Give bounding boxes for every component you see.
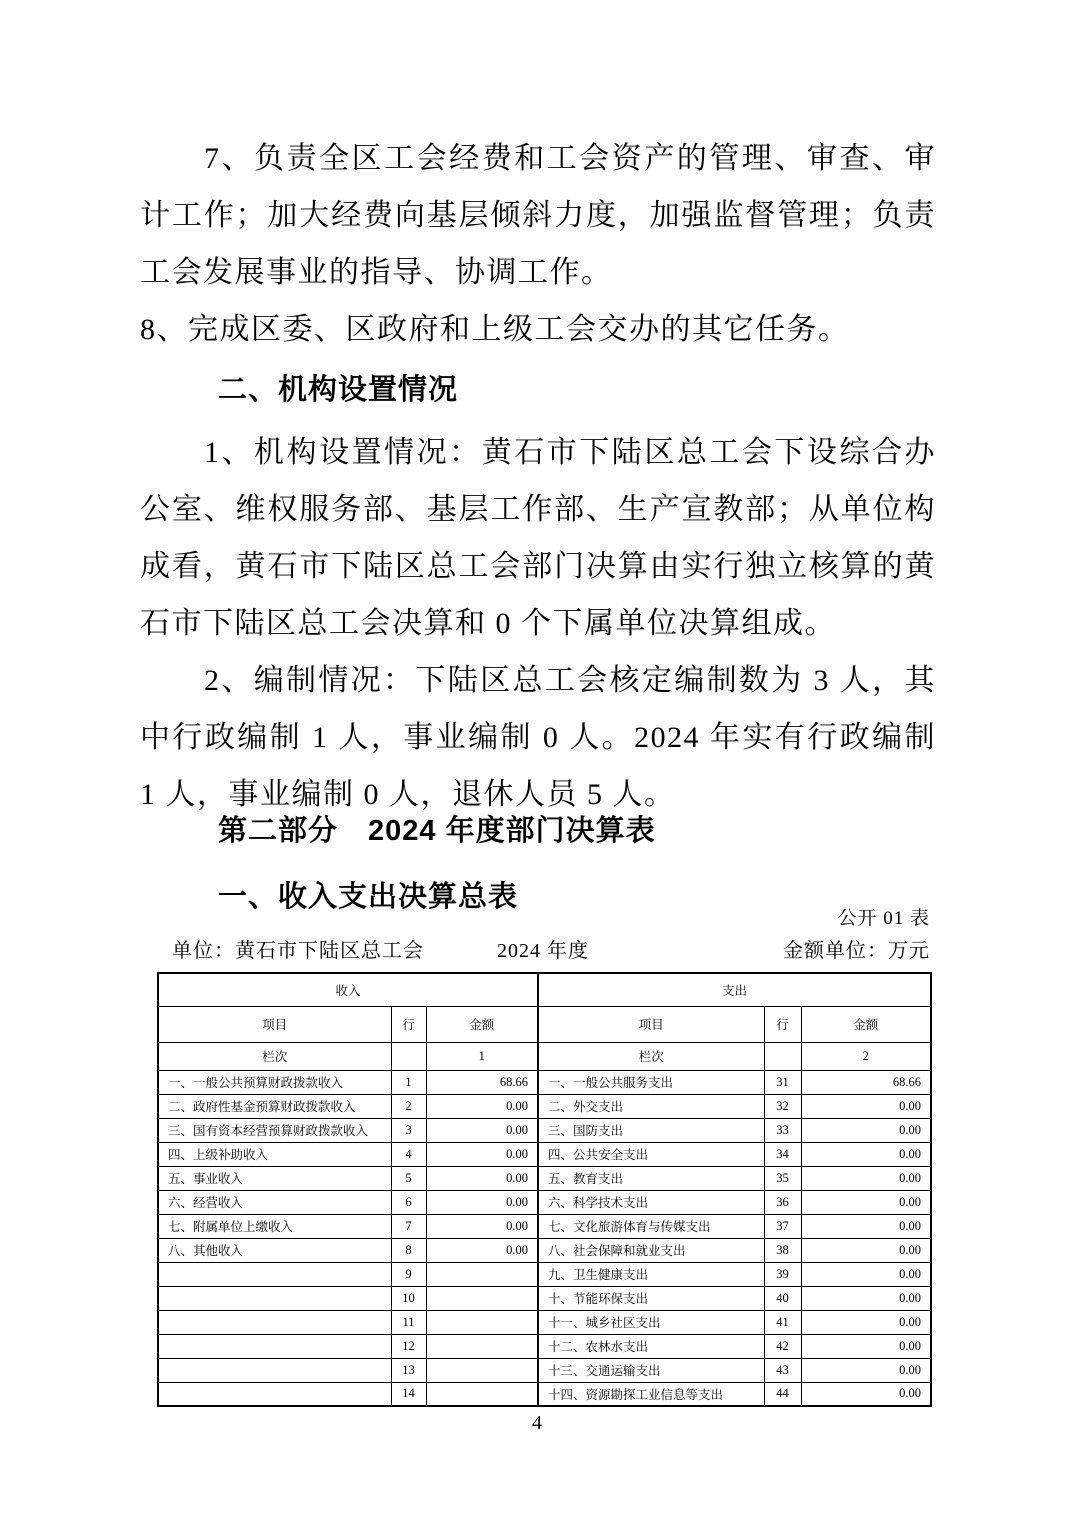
expense-item-cell: 八、社会保障和就业支出: [538, 1238, 764, 1262]
expense-amount-cell: 0.00: [801, 1262, 931, 1286]
amount-unit-label: 金额单位：万元: [783, 940, 930, 962]
income-amount-cell: [426, 1358, 538, 1382]
expense-row-number-cell: 39: [764, 1262, 801, 1286]
expense-row-number-cell: 40: [764, 1286, 801, 1310]
table-row: [158, 1286, 931, 1310]
income-row-number-cell: 11: [391, 1310, 426, 1334]
expense-row-number-cell: 41: [764, 1310, 801, 1334]
income-item-cell: 三、国有资本经营预算财政拨款收入: [158, 1118, 391, 1142]
income-item-cell: 二、政府性基金预算财政拨款收入: [158, 1094, 391, 1118]
income-column-index-label: 栏次: [158, 1042, 391, 1070]
income-row-number-cell: 2: [391, 1094, 426, 1118]
income-row-number-cell: 12: [391, 1334, 426, 1358]
income-item-cell: 一、一般公共预算财政拨款收入: [158, 1070, 391, 1094]
expense-row-number-cell: 44: [764, 1382, 801, 1406]
income-amount-cell: 0.00: [426, 1214, 538, 1238]
table-column-header-row: [158, 1006, 931, 1042]
table-row: [158, 1238, 931, 1262]
expense-amount-cell: 0.00: [801, 1190, 931, 1214]
expense-amount-cell: 0.00: [801, 1310, 931, 1334]
expense-item-cell: 五、教育支出: [538, 1166, 764, 1190]
expense-amount-cell: 0.00: [801, 1382, 931, 1406]
table-row: [158, 1166, 931, 1190]
section-heading-organization: 二、机构设置情况: [218, 374, 459, 406]
expense-row-number-cell: 33: [764, 1118, 801, 1142]
expense-item-cell: 十一、城乡社区支出: [538, 1310, 764, 1334]
income-item-cell: [158, 1382, 391, 1406]
income-amount-cell: 0.00: [426, 1142, 538, 1166]
income-amount-cell: 0.00: [426, 1238, 538, 1262]
expense-amount-cell: 0.00: [801, 1166, 931, 1190]
table-row: [158, 1310, 931, 1334]
income-row-number-cell: 9: [391, 1262, 426, 1286]
income-row-number-cell: 4: [391, 1142, 426, 1166]
expense-item-cell: 七、文化旅游体育与传媒支出: [538, 1214, 764, 1238]
expense-item-cell: 六、科学技术支出: [538, 1190, 764, 1214]
table-column-index-row: [158, 1042, 931, 1070]
expense-amount-cell: 0.00: [801, 1142, 931, 1166]
table-row: [158, 1262, 931, 1286]
income-amount-cell: [426, 1382, 538, 1406]
income-row-number-cell: 3: [391, 1118, 426, 1142]
income-amount-cell: [426, 1310, 538, 1334]
expense-amount-cell: 0.00: [801, 1214, 931, 1238]
expense-row-column-header: 行: [764, 1006, 801, 1042]
expense-amount-cell: 0.00: [801, 1286, 931, 1310]
expense-item-cell: 十二、农林水支出: [538, 1334, 764, 1358]
income-row-number-cell: 10: [391, 1286, 426, 1310]
expense-amount-column-header: 金额: [801, 1006, 931, 1042]
income-amount-cell: 0.00: [426, 1166, 538, 1190]
table-row: [158, 1190, 931, 1214]
income-amount-cell: 68.66: [426, 1070, 538, 1094]
income-row-number-cell: 13: [391, 1358, 426, 1382]
expense-amount-cell: 0.00: [801, 1094, 931, 1118]
income-row-number-cell: 6: [391, 1190, 426, 1214]
paragraph-organization: 1、机构设置情况：黄石市下陆区总工会下设综合办公室、维权服务部、基层工作部、生产宣教部；从单位构成看，黄石市下陆区总工会部门决算由实行独立核算的黄石市下陆区总工会决算和 0 个下属单位决算组成。: [140, 436, 936, 640]
table-row: [158, 1334, 931, 1358]
table-row: [158, 1358, 931, 1382]
expense-section-header: 支出: [538, 973, 931, 1006]
unit-label: 单位：黄石市下陆区总工会: [172, 940, 424, 962]
expense-item-cell: 二、外交支出: [538, 1094, 764, 1118]
expense-item-column-header: 项目: [538, 1006, 764, 1042]
income-row-number-cell: 14: [391, 1382, 426, 1406]
heading-income-expense-table: 一、收入支出决算总表: [218, 881, 519, 913]
sheet-label: 公开 01 表: [837, 908, 930, 929]
income-column-index-number: 1: [426, 1042, 538, 1070]
expense-item-cell: 十三、交通运输支出: [538, 1358, 764, 1382]
table-row: [158, 1382, 931, 1406]
income-item-cell: 四、上级补助收入: [158, 1142, 391, 1166]
heading-part-two: 第二部分 2024 年度部门决算表: [218, 815, 656, 847]
income-section-header: 收入: [158, 973, 538, 1006]
income-item-cell: 五、事业收入: [158, 1166, 391, 1190]
income-item-cell: [158, 1358, 391, 1382]
summary-table-body: [158, 973, 931, 1406]
paragraph-duty-8: 8、完成区委、区政府和上级工会交办的其它任务。: [140, 313, 850, 346]
year-label: 2024 年度: [497, 940, 589, 962]
table-row: [158, 1094, 931, 1118]
expense-item-cell: 十、节能环保支出: [538, 1286, 764, 1310]
paragraph-duty-7: 7、负责全区工会经费和工会资产的管理、审查、审计工作；加大经费向基层倾斜力度，加强监督管理；负责工会发展事业的指导、协调工作。: [140, 142, 936, 289]
expense-amount-cell: 0.00: [801, 1118, 931, 1142]
expense-row-number-cell: 42: [764, 1334, 801, 1358]
table-row: [158, 1214, 931, 1238]
expense-item-cell: 九、卫生健康支出: [538, 1262, 764, 1286]
income-row-number-cell: 5: [391, 1166, 426, 1190]
income-item-cell: 八、其他收入: [158, 1238, 391, 1262]
expense-column-index-number: 2: [801, 1042, 931, 1070]
income-item-cell: [158, 1262, 391, 1286]
income-item-column-header: 项目: [158, 1006, 391, 1042]
income-amount-cell: [426, 1286, 538, 1310]
table-row: [158, 1142, 931, 1166]
expense-item-cell: 三、国防支出: [538, 1118, 764, 1142]
expense-row-number-cell: 35: [764, 1166, 801, 1190]
income-amount-column-header: 金额: [426, 1006, 538, 1042]
income-item-cell: [158, 1286, 391, 1310]
expense-row-number-cell: 37: [764, 1214, 801, 1238]
expense-amount-cell: 0.00: [801, 1238, 931, 1262]
summary-table: [157, 972, 932, 1407]
income-item-cell: [158, 1334, 391, 1358]
income-row-number-cell: 8: [391, 1238, 426, 1262]
expense-row-number-cell: 38: [764, 1238, 801, 1262]
income-item-cell: 六、经营收入: [158, 1190, 391, 1214]
table-row: [158, 1070, 931, 1094]
paragraph-staffing: 2、编制情况：下陆区总工会核定编制数为 3 人，其中行政编制 1 人，事业编制 0 人。2024 年实有行政编制 1 人，事业编制 0 人，退休人员 5 人。: [140, 664, 936, 811]
expense-item-cell: 十四、资源勘探工业信息等支出: [538, 1382, 764, 1406]
expense-column-index-blank: [764, 1042, 801, 1070]
income-amount-cell: [426, 1334, 538, 1358]
income-item-cell: [158, 1310, 391, 1334]
expense-amount-cell: 0.00: [801, 1334, 931, 1358]
income-amount-cell: [426, 1262, 538, 1286]
expense-row-number-cell: 43: [764, 1358, 801, 1382]
expense-row-number-cell: 36: [764, 1190, 801, 1214]
expense-item-cell: 一、一般公共服务支出: [538, 1070, 764, 1094]
expense-row-number-cell: 32: [764, 1094, 801, 1118]
income-amount-cell: 0.00: [426, 1118, 538, 1142]
income-row-number-cell: 7: [391, 1214, 426, 1238]
expense-amount-cell: 0.00: [801, 1358, 931, 1382]
income-item-cell: 七、附属单位上缴收入: [158, 1214, 391, 1238]
table-row: [158, 1118, 931, 1142]
expense-column-index-label: 栏次: [538, 1042, 764, 1070]
income-amount-cell: 0.00: [426, 1094, 538, 1118]
expense-row-number-cell: 31: [764, 1070, 801, 1094]
income-amount-cell: 0.00: [426, 1190, 538, 1214]
table-section-header-row: [158, 973, 931, 1006]
income-column-index-blank: [391, 1042, 426, 1070]
income-row-number-cell: 1: [391, 1070, 426, 1094]
income-row-column-header: 行: [391, 1006, 426, 1042]
expense-row-number-cell: 34: [764, 1142, 801, 1166]
expense-amount-cell: 68.66: [801, 1070, 931, 1094]
page-number: 4: [532, 1412, 542, 1434]
expense-item-cell: 四、公共安全支出: [538, 1142, 764, 1166]
